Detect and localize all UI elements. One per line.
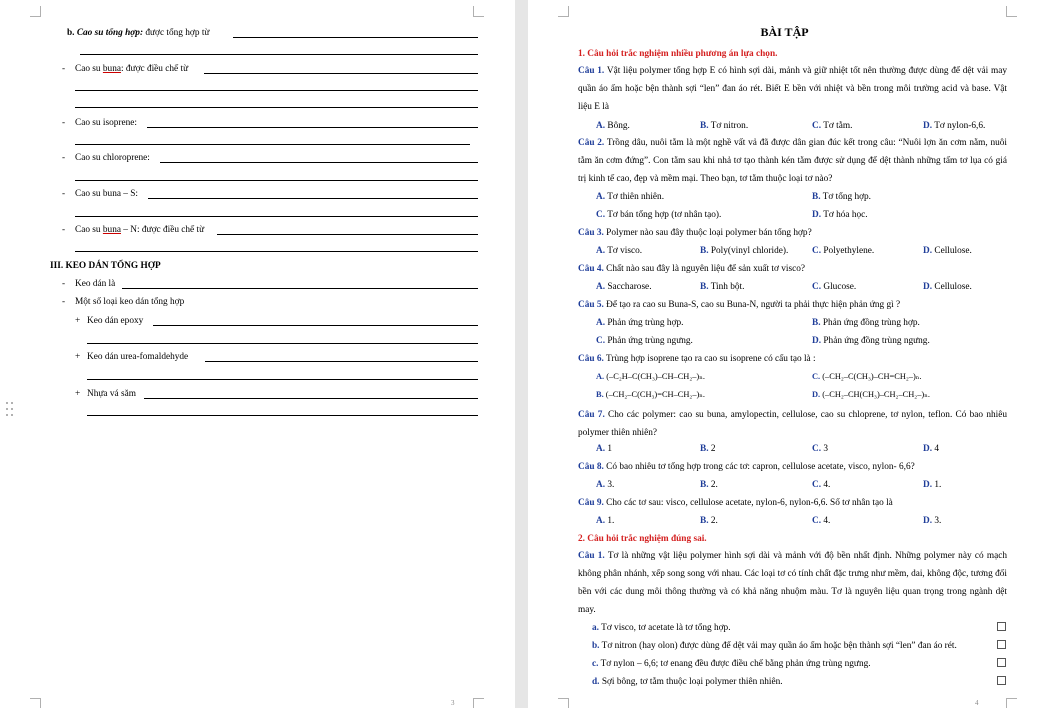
mot-so-loai-label: Một số loại keo dán tổng hợp [75, 297, 185, 307]
crop-mark [473, 698, 484, 708]
fill-line [122, 288, 478, 289]
caosu-tonghop-heading: b. Cao su tổng hợp: được tổng hợp từ [67, 28, 210, 38]
q9-option-b: B. 2. [700, 516, 718, 526]
fill-line [75, 216, 478, 217]
q3-option-d: D. Cellulose. [923, 246, 972, 256]
q1-option-a: A. Bông. [596, 121, 630, 131]
q5-option-a: A. Phản ứng trùng hợp. [596, 318, 684, 328]
crop-mark [473, 6, 484, 17]
fill-line [147, 127, 478, 128]
caosu-isoprene-label: Cao su isoprene: [75, 118, 137, 128]
caosu-chloroprene-label: Cao su chloroprene: [75, 153, 150, 163]
nhua-va-sam-label: Nhựa vá săm [87, 389, 136, 399]
plus: + [75, 316, 81, 326]
tf-question-1: Câu 1. Tơ là những vật liệu polymer hình sợi dài và mảnh với độ bền nhất định. Những polymer này có mạch không phân nhánh, xếp song song với nhau. Các loại tơ có tính chất đặc trưng như mềm, dai, không độc, tương đối bền với các dung môi thông thường và có khả năng nhuộm màu. Tơ là nguyên liệu quan trọng trong ngành dệt may. [578, 551, 1007, 615]
dash: - [62, 153, 66, 163]
keo-dan-la-label: Keo dán là [75, 279, 116, 289]
q7-option-a: A. 1 [596, 444, 613, 454]
q4-option-a: A. Saccharose. [596, 282, 652, 292]
crop-mark [30, 6, 41, 17]
fill-line [148, 198, 478, 199]
q6-option-d: D. (–CH₂–CH(CH₃)–CH₂–CH₂–)ₙ. [812, 390, 930, 399]
crop-mark [1006, 698, 1017, 708]
fill-line [217, 234, 478, 235]
crop-mark [1006, 6, 1017, 17]
fill-line [87, 343, 478, 344]
tf-statement-c: c. Tơ nylon – 6,6; tơ enang đều được điều chế bằng phản ứng trùng ngưng. [592, 659, 871, 669]
q9-option-c: C. 4. [812, 516, 831, 526]
dash: - [62, 64, 66, 74]
plus: + [75, 352, 81, 362]
q4-option-d: D. Cellulose. [923, 282, 972, 292]
q5-option-c: C. Phản ứng trùng ngưng. [596, 336, 693, 346]
q9-option-d: D. 3. [923, 516, 942, 526]
question-5: Câu 5. Để tạo ra cao su Buna-S, cao su Buna-N, người ta phải thực hiện phản ứng gì ? [578, 300, 901, 310]
q6-option-b: B. (–CH₂–C(CH₃)=CH–CH₂–)ₙ. [596, 390, 706, 399]
fill-line [75, 144, 470, 145]
fill-line [233, 37, 478, 38]
checkbox[interactable] [997, 622, 1006, 631]
q1-option-c: C. Tơ tằm. [812, 121, 853, 131]
fill-line [87, 415, 478, 416]
q8-option-a: A. 3. [596, 480, 615, 490]
fill-line [75, 180, 478, 181]
plus: + [75, 389, 81, 399]
fill-line [204, 73, 478, 74]
dash: - [62, 279, 66, 289]
caosu-buna-s-label: Cao su buna – S: [75, 189, 139, 199]
dash: - [62, 118, 66, 128]
q8-option-d: D. 1. [923, 480, 942, 490]
checkbox[interactable] [997, 658, 1006, 667]
q2-option-b: B. Tơ tổng hợp. [812, 192, 871, 202]
checkbox[interactable] [997, 640, 1006, 649]
fill-line [153, 325, 478, 326]
fill-line [75, 251, 478, 252]
page-number: 3 [451, 699, 455, 707]
section-keo-dan-heading: III. KEO DÁN TỔNG HỢP [50, 261, 161, 271]
question-8: Câu 8. Có bao nhiêu tơ tổng hợp trong các tơ: capron, cellulose acetate, visco, nylon- 6,6? [578, 462, 915, 472]
drag-handle-icon[interactable] [6, 402, 16, 418]
q3-option-c: C. Polyethylene. [812, 246, 875, 256]
question-4: Câu 4. Chất nào sau đây là nguyên liệu để sản xuất tơ visco? [578, 264, 805, 274]
q9-option-a: A. 1. [596, 516, 615, 526]
q4-option-b: B. Tinh bột. [700, 282, 745, 292]
q4-option-c: C. Glucose. [812, 282, 857, 292]
section-1-heading: 1. Câu hỏi trắc nghiệm nhiều phương án lựa chọn. [578, 49, 778, 59]
fill-line [75, 90, 478, 91]
question-7: Câu 7. Cho các polymer: cao su buna, amylopectin, cellulose, cao su chloprene, tơ nylon, teflon. Có bao nhiêu polymer thiên nhiên? [578, 410, 1007, 438]
dash: - [62, 225, 66, 235]
q6-option-c: C. (–CH₂–C(CH₃)–CH=CH₂–)ₙ. [812, 372, 922, 381]
q1-option-d: D. Tơ nylon-6,6. [923, 121, 986, 131]
q2-option-a: A. Tơ thiên nhiên. [596, 192, 665, 202]
fill-line [144, 398, 478, 399]
question-6: Câu 6. Trùng hợp isoprene tạo ra cao su isoprene có cấu tạo là : [578, 354, 816, 364]
left-page [0, 0, 515, 708]
q2-option-c: C. Tơ bán tổng hợp (tơ nhân tạo). [596, 210, 722, 220]
question-3: Câu 3. Polymer nào sau đây thuộc loại polymer bán tổng hợp? [578, 228, 812, 238]
q5-option-d: D. Phản ứng đồng trùng ngưng. [812, 336, 930, 346]
q7-option-d: D. 4 [923, 444, 940, 454]
q8-option-c: C. 4. [812, 480, 831, 490]
q5-option-b: B. Phản ứng đồng trùng hợp. [812, 318, 920, 328]
right-page [528, 0, 1041, 708]
fill-line [87, 379, 478, 380]
fill-line [205, 361, 478, 362]
crop-mark [558, 6, 569, 17]
q3-option-b: B. Poly(vinyl chloride). [700, 246, 789, 256]
q7-option-c: C. 3 [812, 444, 829, 454]
tf-statement-b: b. Tơ nitron (hay olon) được dùng để dệt vải may quần áo ấm hoặc bện thành sợi “len” đan áo rét. [592, 641, 957, 651]
q8-option-b: B. 2. [700, 480, 718, 490]
crop-mark [30, 698, 41, 708]
q6-option-a: A. (–C₂H–C(CH₃)–CH–CH₂–)ₙ. [596, 372, 705, 381]
q3-option-a: A. Tơ visco. [596, 246, 643, 256]
question-1: Câu 1. Vật liệu polymer tổng hợp E có hình sợi dài, mảnh và giữ nhiệt tốt nên thường được dùng để dệt vải may quần áo ấm hoặc bện thành sợi “len” đan áo rét. Biết E bền với nhiệt và bền trong môi trường acid và base. Vật liệu E là [578, 66, 1008, 112]
q7-option-b: B. 2 [700, 444, 716, 454]
keo-urea-label: Keo dán urea-fomaldehyde [87, 352, 189, 362]
checkbox[interactable] [997, 676, 1006, 685]
tf-statement-d: d. Sợi bông, tơ tằm thuộc loại polymer thiên nhiên. [592, 677, 783, 687]
page-title: BÀI TẬP [760, 25, 809, 39]
crop-mark [558, 698, 569, 708]
q1-option-b: B. Tơ nitron. [700, 121, 749, 131]
dash: - [62, 297, 66, 307]
caosu-buna-label: Cao su buna: được điều chế từ [75, 64, 189, 74]
section-2-heading: 2. Câu hỏi trắc nghiệm đúng sai. [578, 534, 707, 544]
fill-line [75, 107, 478, 108]
question-9: Câu 9. Cho các tơ sau: visco, cellulose acetate, nylon-6, nylon-6,6. Số tơ nhân tạo là [578, 498, 893, 508]
page-number: 4 [975, 699, 979, 707]
fill-line [80, 54, 478, 55]
fill-line [160, 162, 478, 163]
question-2: Câu 2. Trồng dâu, nuôi tằm là một nghề vất vả đã được dân gian đúc kết trong câu: “Nuôi lợn ăn cơm nằm, nuôi tằm ăn cơm đứng”. Con tằm sau khi nhả tơ tạo thành kén tằm được sử dụng để dệt thành những tấm tơ lụa có giá trị kinh tế cao, đẹp và mềm mại. Theo bạn, tơ tằm thuộc loại tơ nào? [578, 138, 1008, 184]
tf-statement-a: a. Tơ visco, tơ acetate là tơ tổng hợp. [592, 623, 731, 633]
keo-epoxy-label: Keo dán epoxy [87, 316, 144, 326]
dash: - [62, 189, 66, 199]
caosu-buna-n-label: Cao su buna – N: được điều chế từ [75, 225, 205, 235]
q2-option-d: D. Tơ hóa học. [812, 210, 868, 220]
